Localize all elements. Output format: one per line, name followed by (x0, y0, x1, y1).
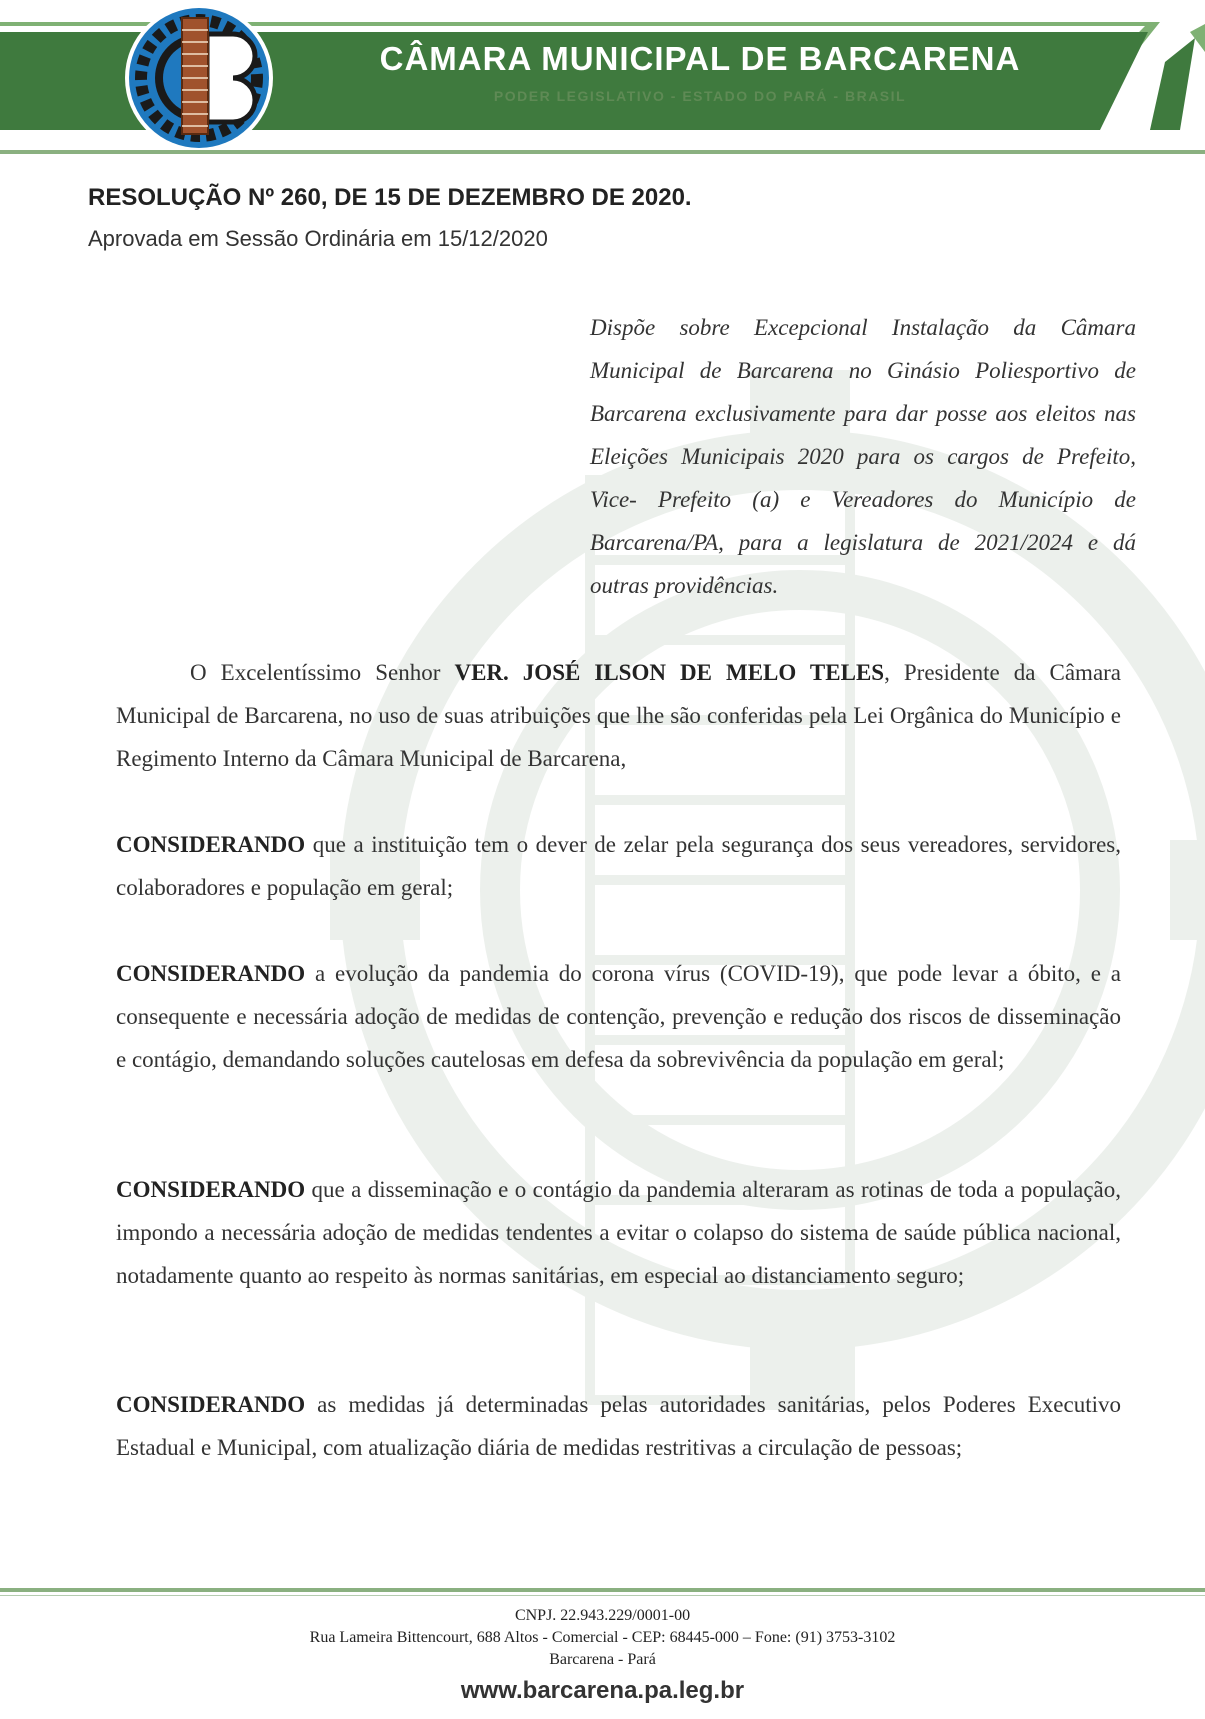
footer-divider-thin (0, 1595, 1205, 1596)
resolution-title: RESOLUÇÃO Nº 260, DE 15 DE DEZEMBRO DE 2020. (88, 184, 692, 211)
considerando-paragraph (116, 1168, 1121, 1297)
considerando-paragraph (116, 1383, 1121, 1469)
considerando-paragraph (116, 952, 1121, 1081)
approval-note: Aprovada em Sessão Ordinária em 15/12/2020 (88, 226, 548, 251)
considerando-text: que a disseminação e o contágio da pandemia alteraram as rotinas de toda a população, impondo a necessária adoção de medidas tendentes a evitar o colapso do sistema de saúde pública nacional, notadamente quanto ao respeito às normas sanitárias, em especial ao distanciamento seguro; (116, 1177, 1121, 1288)
president-name: VER. JOSÉ ILSON DE MELO TELES (454, 660, 885, 685)
footer-cnpj: CNPJ. 22.943.229/0001-00 (514, 1607, 691, 1624)
preamble-text: , Presidente da Câmara Municipal de Barcarena, no uso de suas atribuições que lhe são conferidas pela Lei Orgânica do Município e Regimento Interno da Câmara Municipal de Barcarena, (116, 660, 1122, 771)
considerando-label: CONSIDERANDO (116, 1392, 306, 1417)
considerando-text: a evolução da pandemia do corona vírus (COVID-19), que pode levar a óbito, e a consequente e necessária adoção de medidas de contenção, prevenção e redução dos riscos de disseminação e contágio, demandando soluções cautelosas em defesa da sobrevivência da população em geral; (116, 961, 1121, 1072)
considerando-paragraph (116, 823, 1121, 909)
footer-website: www.barcarena.pa.leg.br (460, 1677, 745, 1704)
header-title: CÂMARA MUNICIPAL DE BARCARENA (379, 40, 1021, 77)
header-divider (0, 150, 1205, 154)
header-subtitle: PODER LEGISLATIVO - ESTADO DO PARÁ - BRASIL (493, 88, 907, 104)
preamble-intro: O Excelentíssimo Senhor (190, 660, 455, 685)
chamber-logo (112, 4, 286, 152)
considerando-text: as medidas já determinadas pelas autoridades sanitárias, pelos Poderes Executivo Estadual e Municipal, com atualização diária de medidas restritivas a circulação de pessoas; (116, 1392, 1121, 1460)
footer-address: Rua Lameira Bittencourt, 688 Altos - Comercial - CEP: 68445-000 – Fone: (91) 3753-3102 (309, 1629, 896, 1646)
considerando-label: CONSIDERANDO (116, 1177, 306, 1202)
letterhead (0, 0, 1205, 160)
considerando-label: CONSIDERANDO (116, 961, 306, 986)
ementa: Dispõe sobre Excepcional Instalação da Câmara Municipal de Barcarena no Ginásio Poliesportivo de Barcarena exclusivamente para dar posse aos eleitos nas Eleições Municipais 2020 para os cargos de Prefeito, Vice- Prefeito (a) e Vereadores do Município de Barcarena/PA, para a legislatura de 2021/2024 e dá outras providências. (590, 315, 1136, 598)
preamble-paragraph (116, 651, 1121, 780)
footer-divider (0, 1588, 1205, 1592)
considerando-label: CONSIDERANDO (116, 832, 306, 857)
footer-city: Barcarena - Pará (549, 1651, 656, 1668)
considerando-text: que a instituição tem o dever de zelar pela segurança dos seus vereadores, servidores, colaboradores e população em geral; (116, 832, 1121, 900)
